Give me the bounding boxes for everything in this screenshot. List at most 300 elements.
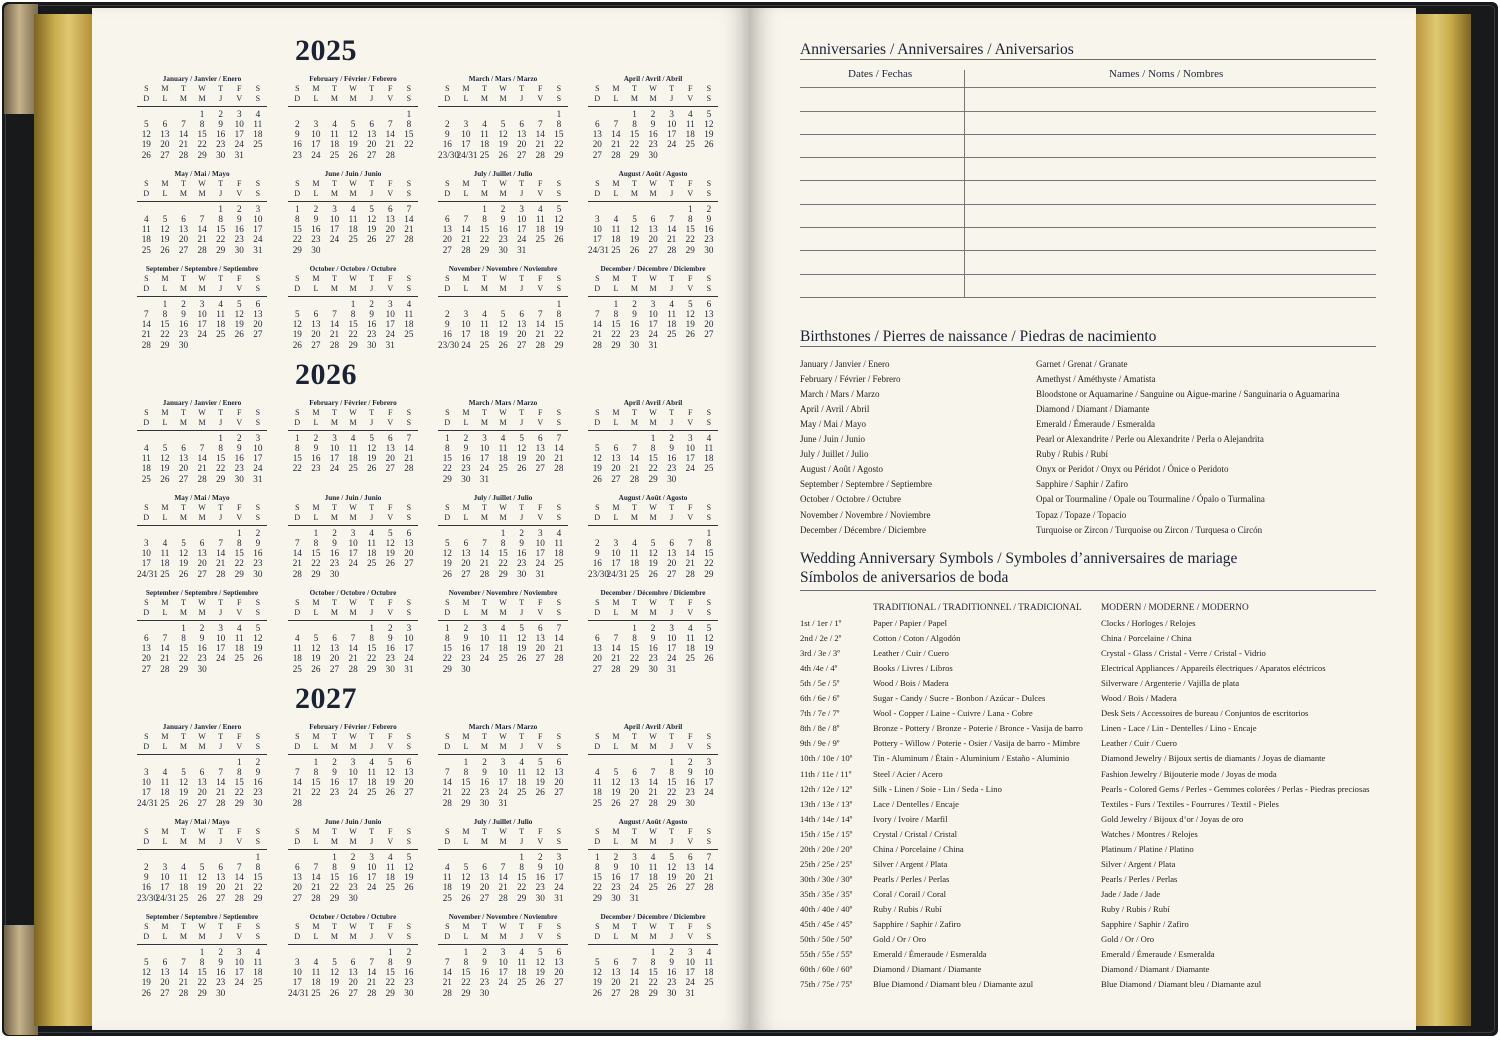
day-number — [381, 798, 400, 808]
wedding-title-line1: Wedding Anniversary Symbols / Symboles d’anniversaires de mariage — [800, 550, 1238, 567]
day-number — [137, 299, 156, 309]
day-number: 10 — [554, 861, 564, 872]
day-number: 8 — [181, 632, 186, 643]
day-number — [700, 988, 719, 998]
day-grid — [438, 84, 568, 160]
day-number — [381, 893, 400, 903]
day-number: 22 — [461, 787, 471, 798]
day-number: 2 — [706, 203, 712, 214]
day-grid — [438, 179, 568, 255]
weekday-label: J — [362, 837, 381, 849]
day-number: 5 — [595, 956, 600, 967]
weekday-label: M — [193, 513, 212, 525]
day-number: 9 — [650, 632, 656, 643]
day-number: 18 — [685, 129, 695, 140]
weekday-label: S — [445, 922, 450, 931]
day-number — [307, 947, 326, 957]
day-number: 15 — [592, 872, 602, 883]
weekday-label: F — [388, 408, 393, 417]
weekday-label: T — [519, 274, 525, 283]
day-number: 2 — [236, 432, 242, 443]
day-number: 14 — [178, 967, 189, 978]
weekday-label: W — [499, 598, 507, 607]
weekday-label: M — [344, 513, 363, 525]
weekday-label: S — [144, 503, 149, 512]
day-number: 25 — [141, 473, 151, 484]
weekday-label: S — [445, 598, 450, 607]
writing-line — [800, 250, 1376, 251]
day-number: 27 — [704, 329, 714, 340]
modern-gift: Textiles - Furs / Textiles - Fourrures / Textil - Pieles — [1101, 798, 1279, 809]
day-number: 9 — [236, 442, 242, 453]
day-number: 16 — [404, 967, 414, 978]
day-number: 28 — [479, 568, 490, 579]
weekday-label: M — [193, 94, 212, 106]
weekday-label: T — [669, 179, 675, 188]
traditional-gift: Wood / Bois / Madera — [873, 678, 949, 689]
weekday-label: M — [494, 608, 513, 620]
day-number: 3 — [556, 851, 562, 862]
day-number: 23/30 — [438, 339, 459, 350]
day-number: 2 — [687, 756, 693, 767]
day-number: 3 — [687, 946, 693, 957]
weekday-label: D — [137, 932, 156, 944]
day-number: 25 — [479, 149, 490, 160]
day-number: 23 — [629, 329, 640, 340]
weekday-label: S — [700, 189, 719, 201]
day-number: 1 — [632, 622, 637, 633]
day-number — [325, 798, 344, 808]
day-number: 17 — [667, 129, 677, 140]
wedding-year: 14th / 14e / 14º — [800, 813, 853, 824]
day-number: 26 — [498, 149, 508, 160]
weekday-label: F — [538, 274, 543, 283]
day-number — [607, 528, 626, 538]
day-number: 20 — [629, 787, 640, 798]
weekday-label: D — [288, 932, 307, 944]
day-number: 28 — [178, 987, 189, 998]
birthstone-stone: Ruby / Rubis / Rubí — [1036, 449, 1109, 460]
day-number: 17 — [141, 787, 151, 798]
birthstone-month: April / Avril / Abril — [800, 404, 870, 415]
weekday-label: T — [181, 827, 186, 836]
day-number: 30 — [611, 892, 621, 903]
day-number: 16 — [234, 453, 244, 464]
day-number: 12 — [292, 319, 302, 330]
day-grid — [588, 408, 718, 484]
day-number: 16 — [367, 319, 377, 330]
day-number — [174, 528, 193, 538]
weekday-label: M — [193, 418, 212, 430]
day-number: 20 — [311, 329, 321, 340]
traditional-gift: China / Porcelaine / China — [873, 843, 964, 854]
day-number: 17 — [234, 967, 244, 978]
birthstone-month: May / Mai / Mayo — [800, 419, 866, 430]
day-number — [700, 340, 719, 350]
weekday-label: S — [700, 932, 719, 944]
weekday-label: S — [144, 84, 149, 93]
day-number: 4 — [706, 432, 712, 443]
day-number: 20 — [517, 329, 527, 340]
day-number: 25 — [479, 339, 490, 350]
weekday-label: M — [161, 503, 169, 512]
day-grid — [438, 827, 568, 903]
day-number: 13 — [554, 766, 564, 777]
weekday-label: S — [550, 94, 569, 106]
weekday-label: D — [438, 608, 457, 620]
weekday-label: T — [669, 408, 675, 417]
day-number: 5 — [313, 632, 319, 643]
day-number: 7 — [632, 442, 637, 453]
day-number: 29 — [592, 892, 602, 903]
month-calendar — [288, 817, 418, 903]
weekday-label: T — [218, 274, 224, 283]
day-number: 29 — [648, 987, 658, 998]
day-number: 12 — [404, 861, 414, 872]
day-number: 19 — [535, 777, 545, 788]
day-number — [494, 852, 513, 862]
day-number: 15 — [629, 643, 640, 654]
weekday-label: T — [332, 598, 337, 607]
birthstone-month: December / Décembre / Diciembre — [800, 524, 926, 535]
day-number: 13 — [178, 224, 189, 235]
day-number — [230, 988, 249, 998]
day-number: 29 — [685, 244, 695, 255]
weekday-label: M — [325, 94, 344, 106]
day-number: 1 — [706, 527, 712, 538]
weekday-label: M — [312, 408, 320, 417]
weekday-label: V — [381, 608, 400, 620]
day-number — [531, 109, 550, 119]
day-number: 6 — [350, 956, 356, 967]
day-number: 10 — [461, 319, 471, 330]
day-number: 19 — [535, 967, 545, 978]
day-number: 16 — [348, 872, 358, 883]
weekday-label: V — [531, 932, 550, 944]
day-number: 21 — [442, 787, 452, 798]
day-number: 17 — [367, 872, 377, 883]
day-number: 6 — [706, 298, 712, 309]
modern-gift: Gold Jewelry / Bijoux d’or / Joyas de oro — [1101, 813, 1244, 824]
day-number: 5 — [463, 861, 469, 872]
weekday-label: T — [181, 732, 186, 741]
wedding-year: 15th / 15e / 15º — [800, 828, 853, 839]
weekday-label: J — [512, 742, 531, 754]
day-number: 30 — [234, 244, 244, 255]
day-number: 9 — [482, 956, 487, 967]
day-number: 4 — [387, 851, 393, 862]
weekday-label: S — [295, 274, 300, 283]
day-number: 1 — [519, 851, 524, 862]
day-number: 22 — [234, 558, 244, 569]
weekday-label: T — [632, 408, 637, 417]
day-number — [137, 109, 156, 119]
weekday-label: S — [295, 598, 300, 607]
weekday-label: J — [211, 932, 230, 944]
weekday-label: L — [607, 94, 626, 106]
weekday-label: J — [211, 189, 230, 201]
weekday-label: W — [649, 503, 657, 512]
writing-line — [800, 227, 1376, 228]
month-title: January / Janvier / Enero — [162, 75, 242, 83]
day-number: 23 — [611, 882, 621, 893]
day-number — [550, 474, 569, 484]
day-number: 13 — [141, 643, 151, 654]
weekday-label: T — [332, 922, 337, 931]
weekday-label: V — [230, 418, 249, 430]
day-grid — [288, 274, 418, 350]
day-number: 5 — [144, 956, 149, 967]
birthstone-stone: Sapphire / Saphir / Zafiro — [1036, 479, 1128, 490]
day-number: 8 — [445, 442, 450, 453]
day-number: 6 — [632, 766, 637, 777]
day-grid — [137, 274, 267, 350]
weekday-label: M — [193, 742, 212, 754]
birthstones-rule — [800, 346, 1376, 347]
weekday-label: M — [174, 189, 193, 201]
day-number: 27 — [197, 797, 207, 808]
weekday-label: J — [512, 284, 531, 296]
weekday-label: S — [295, 827, 300, 836]
day-number: 21 — [404, 224, 414, 235]
day-number: 23 — [367, 329, 377, 340]
day-number: 8 — [255, 861, 261, 872]
day-number — [550, 988, 569, 998]
day-number — [344, 109, 363, 119]
birthstone-month: January / Janvier / Enero — [800, 359, 890, 369]
day-number — [681, 528, 700, 538]
day-number — [457, 204, 476, 214]
weekday-label: V — [381, 94, 400, 106]
traditional-column-header: TRADITIONAL / TRADITIONNEL / TRADICIONAL — [873, 603, 1082, 613]
day-number: 5 — [162, 442, 168, 453]
day-number: 10 — [535, 537, 545, 548]
day-number: 28 — [704, 882, 714, 893]
weekday-label: T — [181, 179, 186, 188]
month-title: August / Août / Agosto — [618, 170, 688, 178]
birthstones-title: Birthstones / Pierres de naissance / Piedras de nacimiento — [800, 328, 1157, 345]
day-number: 11 — [442, 872, 452, 883]
day-number: 4 — [350, 432, 356, 443]
day-number: 29 — [611, 339, 621, 350]
weekday-label: F — [237, 827, 242, 836]
day-number — [512, 664, 531, 674]
day-number: 27 — [554, 787, 564, 798]
day-number: 30 — [461, 473, 471, 484]
traditional-gift: Tin - Aluminum / Étain - Aluminium / Estaño - Aluminio — [873, 753, 1070, 764]
day-number: 17 — [385, 319, 395, 330]
weekday-label: J — [362, 94, 381, 106]
day-number: 23 — [479, 787, 490, 798]
day-number: 11 — [385, 861, 395, 872]
day-number: 15 — [178, 643, 189, 654]
day-number: 24 — [704, 787, 714, 798]
weekday-label: J — [362, 608, 381, 620]
weekday-label: S — [445, 274, 450, 283]
day-number: 8 — [632, 118, 637, 129]
day-number: 20 — [517, 139, 527, 150]
day-number: 29 — [216, 473, 226, 484]
weekday-label: M — [475, 513, 494, 525]
day-number: 2 — [369, 298, 374, 309]
weekday-label: W — [499, 84, 507, 93]
modern-gift: Desk Sets / Accessoires de bureau / Conjuntos de escritorios — [1101, 708, 1309, 719]
traditional-gift: Ruby / Rubis / Rubí — [873, 903, 942, 914]
day-number — [193, 340, 212, 350]
day-number: 18 — [311, 977, 321, 988]
weekday-label: S — [556, 179, 562, 188]
weekday-label: J — [662, 418, 681, 430]
day-number: 22 — [479, 234, 490, 245]
day-number: 30 — [348, 892, 358, 903]
weekday-label: T — [632, 179, 637, 188]
weekday-label: D — [438, 418, 457, 430]
day-number: 19 — [592, 463, 602, 474]
day-number — [550, 569, 569, 579]
day-number: 26 — [535, 787, 545, 798]
day-number: 20 — [348, 977, 358, 988]
weekday-label: M — [344, 418, 363, 430]
month-title: February / Février / Febrero — [309, 75, 397, 83]
weekday-label: S — [144, 732, 149, 741]
weekday-label: F — [237, 179, 242, 188]
day-number: 16 — [216, 129, 226, 140]
day-number: 19 — [253, 643, 263, 654]
weekday-label: J — [662, 932, 681, 944]
weekday-label: M — [462, 274, 470, 283]
day-number: 24 — [667, 139, 677, 150]
weekday-label: S — [700, 837, 719, 849]
day-number: 27 — [160, 149, 170, 160]
day-number: 19 — [667, 872, 677, 883]
weekday-label: D — [137, 513, 156, 525]
day-number: 5 — [687, 298, 693, 309]
month-calendar — [288, 169, 418, 255]
weekday-label: S — [406, 408, 412, 417]
weekday-label: S — [550, 932, 569, 944]
weekday-label: S — [144, 408, 149, 417]
day-number — [588, 204, 607, 214]
weekday-label: D — [588, 742, 607, 754]
weekday-label: S — [706, 179, 712, 188]
day-number: 3 — [332, 432, 337, 443]
weekday-label: M — [161, 274, 169, 283]
day-number: 11 — [216, 308, 226, 319]
day-number: 23 — [197, 653, 207, 664]
day-number: 11 — [648, 861, 658, 872]
day-number: 28 — [611, 663, 621, 674]
day-number: 16 — [667, 967, 677, 978]
day-number: 31 — [253, 244, 263, 255]
weekday-label: M — [161, 179, 169, 188]
weekday-label: W — [349, 598, 357, 607]
day-number: 7 — [632, 956, 637, 967]
weekday-label: L — [607, 418, 626, 430]
day-number: 1 — [500, 527, 506, 538]
day-grid — [588, 827, 718, 903]
day-number: 5 — [162, 213, 168, 224]
weekday-label: M — [312, 179, 320, 188]
weekday-label: S — [255, 408, 261, 417]
day-number — [249, 150, 268, 160]
day-number: 30 — [667, 987, 677, 998]
wedding-title-line2: Símbolos de aniversarios de boda — [800, 569, 1009, 586]
weekday-label: T — [482, 922, 487, 931]
weekday-label: D — [588, 94, 607, 106]
day-number: 10 — [629, 861, 640, 872]
traditional-gift: Gold / Or / Oro — [873, 934, 926, 945]
weekday-label: L — [307, 513, 326, 525]
day-number: 13 — [685, 861, 695, 872]
day-number: 6 — [687, 851, 693, 862]
day-number — [288, 852, 307, 862]
day-number: 27 — [141, 663, 151, 674]
day-grid — [588, 732, 718, 808]
weekday-label: W — [198, 84, 206, 93]
day-number: 10 — [197, 308, 207, 319]
day-number — [362, 947, 381, 957]
day-number: 18 — [442, 882, 452, 893]
day-number — [174, 757, 193, 767]
day-number: 22 — [517, 882, 527, 893]
day-number: 11 — [517, 766, 527, 777]
day-number: 7 — [406, 432, 412, 443]
wedding-year: 10th / 10e / 10º — [800, 753, 853, 764]
day-number: 22 — [704, 558, 714, 569]
day-number: 12 — [461, 872, 471, 883]
month-calendar — [438, 74, 568, 160]
day-number — [475, 528, 494, 538]
weekday-label: S — [706, 732, 712, 741]
day-number: 12 — [498, 129, 508, 140]
weekday-label: J — [662, 94, 681, 106]
modern-gift: Platinum / Platine / Platino — [1101, 843, 1194, 854]
day-number: 27 — [404, 558, 414, 569]
day-number: 1 — [295, 203, 300, 214]
day-number: 12 — [592, 967, 602, 978]
day-number: 27 — [216, 892, 226, 903]
day-number — [588, 623, 607, 633]
day-number: 26 — [178, 568, 189, 579]
month-title: April / Avril / Abril — [623, 723, 683, 731]
weekday-label: T — [218, 732, 224, 741]
month-calendar — [588, 264, 718, 350]
day-number — [400, 798, 419, 808]
day-number: 5 — [556, 203, 562, 214]
day-number: 21 — [329, 329, 340, 340]
day-number: 24/31 — [137, 797, 158, 808]
day-number: 2 — [669, 946, 674, 957]
day-number — [344, 245, 363, 255]
day-number — [607, 109, 626, 119]
day-number: 18 — [348, 224, 358, 235]
day-number: 3 — [144, 766, 149, 777]
weekday-label: J — [662, 742, 681, 754]
day-number: 16 — [442, 139, 452, 150]
weekday-label: S — [400, 932, 419, 944]
day-number — [249, 664, 268, 674]
day-number: 1 — [162, 298, 168, 309]
day-number: 26 — [498, 339, 508, 350]
day-number: 12 — [535, 956, 545, 967]
day-number: 25 — [592, 797, 602, 808]
weekday-label: F — [538, 827, 543, 836]
day-number: 26 — [685, 329, 695, 340]
wedding-year: 2nd / 2e / 2º — [800, 633, 842, 644]
day-number — [400, 569, 419, 579]
month-calendar — [438, 912, 568, 998]
day-number: 10 — [667, 118, 677, 129]
